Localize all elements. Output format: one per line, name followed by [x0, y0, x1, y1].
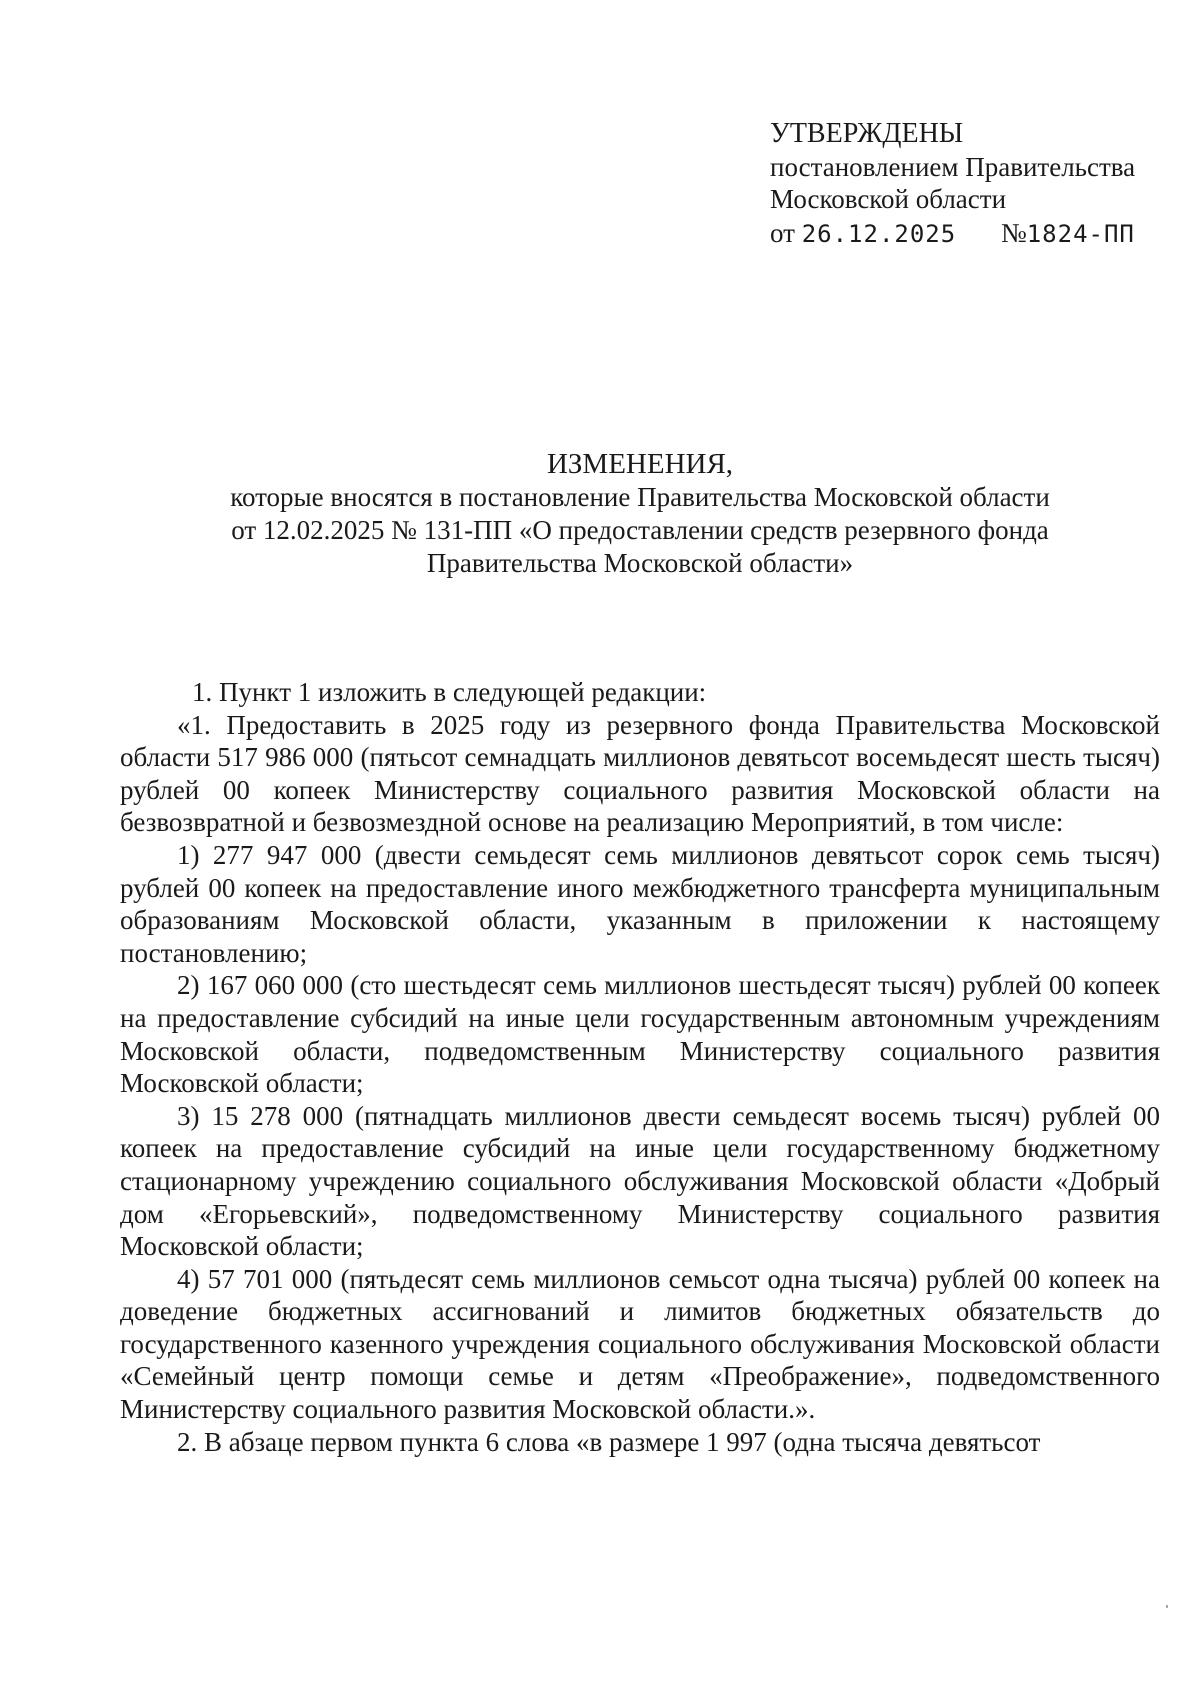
- paragraph-5: 3) 15 278 000 (пятнадцать миллионов двести семьдесят восемь тысяч) рублей 00 копеек на предоставление субсидий на иные цели государственному бюджетному стационарному учреждению социального обслуживания Московской области «Добрый дом «Егорьевский», подведомственному Министерству социального развития Московской области;: [120, 1100, 1160, 1262]
- paragraph-7: 2. В абзаце первом пункта 6 слова «в размере 1 997 (одна тысяча девятьсот: [177, 1426, 1041, 1457]
- number-label: №: [1000, 218, 1027, 248]
- scan-speck: [1166, 1605, 1168, 1608]
- document-subtitle-line-1: которые вносятся в постановление Правительства Московской области: [230, 482, 1050, 512]
- paragraph-1: 1. Пункт 1 изложить в следующей редакции:: [192, 677, 707, 707]
- paragraph-3: 1) 277 947 000 (двести семьдесят семь миллионов девятьсот сорок семь тысяч) рублей 00 копеек на предоставление иного межбюджетного трансферта муниципальным образованиям Московской области, указанным в приложении к настоящему постановлению;: [120, 839, 1160, 968]
- paragraph-4: 2) 167 060 000 (сто шестьдесят семь миллионов шестьдесят тысяч) рублей 00 копеек на предоставление субсидий на иные цели государственным автономным учреждениям Московской области, подведомственным Министерству социального развития Московской области;: [120, 970, 1160, 1099]
- document-subtitle-line-3: Правительства Московской области»: [426, 548, 854, 578]
- document-subtitle-line-2: от 12.02.2025 № 131-ПП «О предоставлении средств резервного фонда: [231, 515, 1049, 545]
- approval-number: 1824-ПП: [1026, 220, 1135, 248]
- document-title-block: [120, 448, 1160, 580]
- approval-date: 26.12.2025: [801, 220, 957, 248]
- approval-date-line: [770, 217, 1135, 250]
- paragraph-6: 4) 57 701 000 (пятьдесят семь миллионов семьсот одна тысяча) рублей 00 копеек на доведение бюджетных ассигнований и лимитов бюджетных обязательств до государственного казенного учреждения социального обслуживания Московской области «Семейный центр помощи семье и детям «Преображение», подведомственного Министерству социального развития Московской области.».: [120, 1263, 1160, 1425]
- approval-line-1: постановлением Правительства: [770, 152, 1136, 182]
- approval-heading: УТВЕРЖДЕНЫ: [770, 118, 964, 149]
- approval-line-2: Московской области: [770, 184, 1007, 214]
- paragraph-2: «1. Предоставить в 2025 году из резервного фонда Правительства Московской области 517 986 000 (пятьсот семнадцать миллионов девятьсот восемьдесят шесть тысяч) рублей 00 копеек Министерству социального развития Московской области на безвозвратной и безвозмездной основе на реализацию Мероприятий, в том числе:: [120, 709, 1160, 838]
- approval-block: [770, 118, 1135, 250]
- document-body: [120, 676, 1160, 1458]
- date-prefix: от: [770, 218, 795, 248]
- document-title: ИЗМЕНЕНИЯ,: [546, 448, 734, 480]
